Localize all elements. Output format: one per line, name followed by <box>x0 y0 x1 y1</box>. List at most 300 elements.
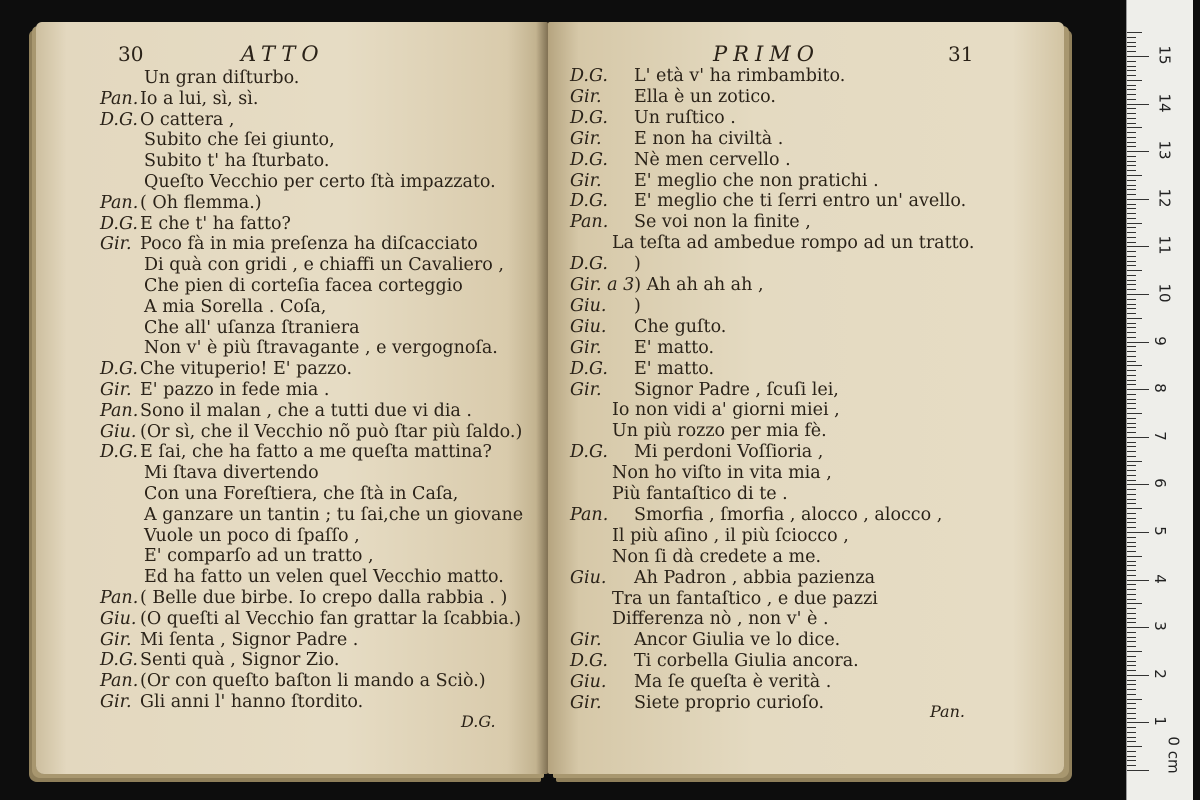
ruler-label: 9 <box>1150 335 1169 346</box>
verse-text: E' matto. <box>634 337 715 358</box>
speaker-label: Gir. <box>570 170 602 191</box>
text-line <box>144 567 504 587</box>
ruler-tick <box>1127 304 1136 305</box>
text-line <box>570 171 879 191</box>
speaker-label: D.G. <box>100 213 138 234</box>
verse-text: A ganzare un tantin ; tu ſai,che un giovane <box>144 504 524 525</box>
verse-text: Sono il malan , che a tutti due vi dia . <box>140 400 472 421</box>
text-line <box>100 692 363 712</box>
ruler-tick <box>1127 746 1142 747</box>
measuring-ruler <box>1126 0 1193 800</box>
speaker-label: D.G. <box>570 191 608 212</box>
speaker-label: Pan. <box>100 588 139 608</box>
verse-text: Queſto Vecchio per certo ſtà impazzato. <box>144 172 496 192</box>
ruler-tick <box>1127 437 1149 438</box>
text-line <box>144 318 360 338</box>
ruler-tick <box>1127 413 1142 414</box>
verse-text: Io a lui, sì, sì. <box>140 88 259 109</box>
speaker-label: D.G. <box>570 442 608 463</box>
text-line <box>612 547 821 567</box>
ruler-tick <box>1127 489 1136 490</box>
verse-text: Che vituperio! E' pazzo. <box>140 359 353 380</box>
text-line <box>144 546 374 566</box>
ruler-tick <box>1127 218 1136 219</box>
text-line <box>100 609 521 629</box>
verse-text: Mi ſtava divertendo <box>144 463 319 484</box>
text-line <box>100 380 329 400</box>
text-line <box>570 150 791 170</box>
ruler-tick <box>1127 637 1136 638</box>
ruler-tick <box>1127 546 1136 547</box>
text-line <box>100 630 358 650</box>
ruler-tick <box>1127 684 1136 685</box>
verse-text: Che pien di corteſia facea corteggio <box>144 276 463 296</box>
verse-text: Poco fà in mia preſenza ha diſcacciato <box>140 234 478 255</box>
verse-text: E' comparſo ad un tratto , <box>144 546 374 567</box>
text-line <box>144 505 523 525</box>
speaker-label: D.G. <box>570 66 608 86</box>
text-line <box>144 484 458 504</box>
ruler-tick <box>1127 232 1136 233</box>
ruler-tick <box>1127 632 1136 633</box>
ruler-tick <box>1127 346 1136 347</box>
ruler-tick <box>1127 408 1136 409</box>
text-line <box>100 671 486 691</box>
verse-text: Smorfia , ſmorfia , alocco , alocco , <box>634 504 943 525</box>
ruler-tick <box>1127 503 1136 504</box>
ruler-tick <box>1127 75 1136 76</box>
speaker-label: Pan. <box>100 671 139 692</box>
speaker-label: Gir. <box>570 86 602 107</box>
verse-text: Ed ha fatto un velen quel Vecchio matto. <box>144 567 504 588</box>
verse-text: Gli anni l' hanno ſtordito. <box>140 692 364 712</box>
ruler-tick <box>1127 403 1136 404</box>
ruler-tick <box>1127 242 1136 243</box>
text-line <box>100 214 291 234</box>
ruler-tick <box>1127 575 1136 576</box>
verse-text: Un ruſtico . <box>634 107 736 128</box>
ruler-tick <box>1127 627 1149 628</box>
ruler-tick <box>1127 737 1136 738</box>
verse-text: ) <box>634 254 641 275</box>
ruler-tick <box>1127 132 1136 133</box>
ruler-tick <box>1127 108 1136 109</box>
ruler-tick <box>1127 470 1136 471</box>
text-line <box>570 442 823 462</box>
ruler-tick <box>1127 118 1136 119</box>
speaker-label: Giu. <box>570 567 607 588</box>
verse-text: Non ho viſto in vita mia , <box>612 463 832 484</box>
ruler-tick <box>1127 104 1149 105</box>
ruler-tick <box>1127 66 1136 67</box>
speaker-label: D.G. <box>570 149 608 170</box>
ruler-tick <box>1127 308 1136 309</box>
ruler-tick <box>1127 699 1142 700</box>
ruler-tick <box>1127 465 1136 466</box>
ruler-tick <box>1127 661 1136 662</box>
ruler-tick <box>1127 594 1136 595</box>
speaker-label: D.G. <box>100 650 138 671</box>
ruler-tick <box>1127 722 1149 723</box>
verse-text: L' età v' ha rimbambito. <box>634 66 846 86</box>
text-line <box>570 359 714 379</box>
verse-text: ( Oh flemma.) <box>140 192 262 213</box>
speaker-label: Gir. <box>570 630 602 651</box>
ruler-tick <box>1127 427 1136 428</box>
text-line <box>570 651 859 671</box>
ruler-tick <box>1127 703 1136 704</box>
ruler-tick <box>1127 570 1136 571</box>
verse-text: A mia Sorella . Coſa, <box>144 296 327 317</box>
verse-text: Un gran diſturbo. <box>144 68 300 88</box>
speaker-label: Pan. <box>100 400 139 421</box>
left-page-number: 30 <box>118 42 144 66</box>
verse-text: Il più aſino , il più ſciocco , <box>612 525 849 546</box>
speaker-label: Gir. <box>570 379 602 400</box>
text-line <box>570 212 811 232</box>
verse-text: (Or con queſto baſton li mando a Sciò.) <box>140 671 486 692</box>
ruler-tick <box>1127 394 1136 395</box>
speaker-label: Gir. <box>100 692 132 712</box>
text-line <box>100 650 339 670</box>
right-running-header: PRIMO <box>713 42 820 66</box>
ruler-tick <box>1127 603 1142 604</box>
right-catchword: Pan. <box>930 702 965 721</box>
ruler-tick <box>1127 484 1149 485</box>
ruler-tick <box>1127 518 1136 519</box>
ruler-tick <box>1127 175 1142 176</box>
verse-text: Subito t' ha ſturbato. <box>144 151 330 172</box>
ruler-tick <box>1127 142 1136 143</box>
ruler-tick <box>1127 270 1142 271</box>
ruler-tick <box>1127 494 1136 495</box>
ruler-label: 0 cm <box>1164 736 1183 774</box>
verse-text: ) <box>634 295 641 316</box>
ruler-tick <box>1127 765 1136 766</box>
ruler-tick <box>1127 80 1142 81</box>
ruler-tick <box>1127 480 1136 481</box>
verse-text: E ſai, che ha fatto a me queſta mattina? <box>140 442 492 463</box>
text-line <box>570 505 942 525</box>
ruler-tick <box>1127 713 1136 714</box>
ruler-tick <box>1127 442 1136 443</box>
ruler-tick <box>1127 599 1136 600</box>
verse-text: Siete proprio curioſo. <box>634 693 825 713</box>
ruler-tick <box>1127 708 1136 709</box>
ruler-tick <box>1127 32 1142 33</box>
ruler-tick <box>1127 727 1136 728</box>
verse-text: Di quà con gridi , e chiaffi un Cavaliero , <box>144 255 504 276</box>
speaker-label: Pan. <box>100 88 139 109</box>
verse-text: O cattera , <box>140 109 235 130</box>
ruler-tick <box>1127 456 1136 457</box>
verse-text: E non ha civiltà . <box>634 128 784 149</box>
ruler-tick <box>1127 246 1149 247</box>
ruler-tick <box>1127 380 1136 381</box>
text-line <box>144 276 463 296</box>
verse-text: E' pazzo in fede mia . <box>140 380 330 400</box>
speaker-label: Gir. <box>100 629 132 650</box>
verse-text: La teſta ad ambedue rompo ad un tratto. <box>612 233 975 254</box>
text-line <box>144 172 496 192</box>
ruler-tick <box>1127 189 1136 190</box>
ruler-tick <box>1127 584 1136 585</box>
ruler-tick <box>1127 170 1136 171</box>
ruler-tick <box>1127 351 1136 352</box>
ruler-tick <box>1127 51 1136 52</box>
ruler-tick <box>1127 375 1136 376</box>
ruler-tick <box>1127 299 1136 300</box>
ruler-tick <box>1127 284 1136 285</box>
ruler-tick <box>1127 670 1136 671</box>
ruler-tick <box>1127 332 1136 333</box>
verse-text: Con una Foreſtiera, che ſtà in Caſa, <box>144 484 459 504</box>
ruler-tick <box>1127 337 1136 338</box>
ruler-label: 12 <box>1155 188 1174 208</box>
ruler-tick <box>1127 265 1136 266</box>
verse-text: Più fantaſtico di te . <box>612 484 788 504</box>
speaker-label: Giu. <box>570 316 607 337</box>
ruler-tick <box>1127 651 1142 652</box>
ruler-tick <box>1127 680 1136 681</box>
ruler-tick <box>1127 280 1136 281</box>
ruler-tick <box>1127 508 1142 509</box>
speaker-label: Gir. <box>570 128 602 149</box>
ruler-tick <box>1127 751 1136 752</box>
verse-text: Ma ſe queſta è verità . <box>634 672 832 693</box>
ruler-tick <box>1127 384 1136 385</box>
ruler-tick <box>1127 551 1136 552</box>
speaker-label: D.G. <box>570 107 608 128</box>
verse-text: Non v' è più ſtravagante , e vergognoſa. <box>144 338 498 359</box>
speaker-label: Gir. a 3 <box>570 275 635 295</box>
ruler-tick <box>1127 165 1136 166</box>
verse-text: (Or sì, che il Vecchio nõ può ſtar più ſaldo.) <box>140 421 523 442</box>
ruler-tick <box>1127 251 1136 252</box>
ruler-tick <box>1127 370 1136 371</box>
verse-text: Vuole un poco di ſpaſſo , <box>144 525 360 546</box>
text-line <box>612 526 849 546</box>
ruler-tick <box>1127 446 1136 447</box>
speaker-label: Gir. <box>100 234 132 255</box>
ruler-tick <box>1127 256 1136 257</box>
ruler-label: 7 <box>1150 431 1169 441</box>
ruler-tick <box>1127 389 1149 390</box>
text-line <box>570 129 783 149</box>
text-line <box>570 254 641 274</box>
verse-text: Nè men cervello . <box>634 149 791 170</box>
speaker-label: Pan. <box>570 504 609 525</box>
ruler-label: 15 <box>1155 45 1174 65</box>
ruler-label: 6 <box>1150 478 1169 489</box>
ruler-tick <box>1127 327 1136 328</box>
text-line <box>612 484 788 504</box>
verse-text: Un più rozzo per mia fè. <box>612 421 827 442</box>
ruler-tick <box>1127 137 1136 138</box>
text-line <box>144 68 299 88</box>
text-line <box>570 693 824 713</box>
ruler-tick <box>1127 542 1136 543</box>
ruler-tick <box>1127 399 1136 400</box>
verse-text: Non ſi dà credete a me. <box>612 546 822 567</box>
verse-text: (O queſti al Vecchio fan grattar la ſcabbia.) <box>140 608 522 629</box>
verse-text: Mi perdoni Voſſioria , <box>634 442 824 463</box>
text-line <box>144 338 498 358</box>
text-line <box>570 191 966 211</box>
ruler-tick <box>1127 656 1136 657</box>
ruler-label: 1 <box>1150 716 1169 727</box>
ruler-tick <box>1127 237 1136 238</box>
text-line <box>612 421 827 441</box>
ruler-tick <box>1127 361 1136 362</box>
speaker-label: D.G. <box>570 651 608 672</box>
ruler-tick <box>1127 289 1136 290</box>
ruler-label: 2 <box>1150 669 1169 679</box>
verse-text: Che all' uſanza ſtraniera <box>144 317 360 338</box>
ruler-tick <box>1127 156 1136 157</box>
ruler-tick <box>1127 85 1136 86</box>
ruler-tick <box>1127 356 1136 357</box>
verse-text: E' meglio che ti ſerri entro un' avello. <box>634 191 967 212</box>
ruler-tick <box>1127 613 1136 614</box>
text-line <box>612 463 832 483</box>
ruler-tick <box>1127 185 1136 186</box>
text-line <box>144 463 319 483</box>
ruler-tick <box>1127 194 1136 195</box>
speaker-label: Pan. <box>100 192 139 213</box>
ruler-tick <box>1127 94 1136 95</box>
text-line <box>612 400 840 420</box>
ruler-tick <box>1127 675 1149 676</box>
ruler-tick <box>1127 461 1142 462</box>
speaker-label: Giu. <box>570 295 607 316</box>
speaker-label: Gir. <box>570 337 602 358</box>
text-line <box>570 275 764 295</box>
speaker-label: D.G. <box>100 109 138 130</box>
ruler-tick <box>1127 561 1136 562</box>
ruler-tick <box>1127 689 1136 690</box>
ruler-tick <box>1127 641 1136 642</box>
ruler-tick <box>1127 622 1136 623</box>
text-line <box>144 526 360 546</box>
text-line <box>144 255 504 275</box>
ruler-tick <box>1127 451 1136 452</box>
text-line <box>612 609 829 629</box>
ruler-tick <box>1127 313 1136 314</box>
text-line <box>100 89 258 109</box>
ruler-tick <box>1127 318 1142 319</box>
ruler-tick <box>1127 608 1136 609</box>
ruler-label: 8 <box>1150 383 1169 393</box>
ruler-tick <box>1127 537 1136 538</box>
ruler-tick <box>1127 113 1136 114</box>
verse-text: Ti corbella Giulia ancora. <box>634 651 859 672</box>
speaker-label: D.G. <box>100 359 138 380</box>
verse-text: Senti quà , Signor Zio. <box>140 650 340 671</box>
speaker-label: Giu. <box>570 672 607 693</box>
ruler-tick <box>1127 513 1136 514</box>
ruler-tick <box>1127 665 1136 666</box>
verse-text: Differenza nò , non v' è . <box>612 609 829 630</box>
text-line <box>570 108 736 128</box>
speaker-label: Giu. <box>100 421 137 442</box>
text-line <box>570 317 726 337</box>
ruler-tick <box>1127 294 1149 295</box>
ruler-tick <box>1127 127 1142 128</box>
verse-text: Che guſto. <box>634 316 727 337</box>
text-line <box>570 66 845 86</box>
ruler-tick <box>1127 213 1136 214</box>
left-page <box>36 22 548 774</box>
ruler-tick <box>1127 589 1136 590</box>
text-line <box>100 442 492 462</box>
ruler-tick <box>1127 99 1136 100</box>
ruler-label: 3 <box>1150 621 1169 631</box>
ruler-tick <box>1127 741 1136 742</box>
verse-text: E che t' ha fatto? <box>140 213 291 234</box>
ruler-tick <box>1127 432 1136 433</box>
ruler-tick <box>1127 565 1136 566</box>
speaker-label: Gir. <box>100 380 132 400</box>
left-running-header: ATTO <box>241 42 325 66</box>
text-line <box>100 401 472 421</box>
ruler-tick <box>1127 261 1136 262</box>
speaker-label: Gir. <box>570 693 602 713</box>
speaker-label: Pan. <box>570 212 609 233</box>
ruler-tick <box>1127 475 1136 476</box>
text-line <box>570 338 714 358</box>
text-line <box>100 193 262 213</box>
verse-text: Tra un fantaſtico , e due pazzi <box>612 588 878 609</box>
ruler-tick <box>1127 527 1136 528</box>
text-line <box>612 589 878 609</box>
verse-text: ) Ah ah ah ah , <box>634 275 764 295</box>
right-page-number: 31 <box>948 42 974 66</box>
ruler-label: 14 <box>1155 93 1174 113</box>
ruler-tick <box>1127 37 1136 38</box>
ruler-tick <box>1127 123 1136 124</box>
text-line <box>100 234 478 254</box>
ruler-label: 13 <box>1155 140 1174 160</box>
text-line <box>570 630 840 650</box>
ruler-tick <box>1127 618 1136 619</box>
verse-text: Ah Padron , abbia pazienza <box>634 567 876 588</box>
text-line <box>570 672 831 692</box>
ruler-tick <box>1127 208 1136 209</box>
speaker-label: D.G. <box>570 254 608 275</box>
ruler-tick <box>1127 556 1142 557</box>
ruler-tick <box>1127 694 1136 695</box>
ruler-tick <box>1127 70 1136 71</box>
ruler-tick <box>1127 342 1149 343</box>
ruler-tick <box>1127 42 1136 43</box>
ruler-tick <box>1127 532 1149 533</box>
ruler-tick <box>1127 204 1136 205</box>
ruler-label: 10 <box>1155 283 1174 303</box>
text-line <box>100 110 235 130</box>
ruler-tick <box>1127 732 1136 733</box>
ruler-tick <box>1127 180 1136 181</box>
ruler-tick <box>1127 151 1149 152</box>
ruler-label: 11 <box>1155 235 1174 255</box>
ruler-tick <box>1127 275 1136 276</box>
ruler-tick <box>1127 770 1149 771</box>
speaker-label: D.G. <box>570 358 608 379</box>
text-line <box>100 359 352 379</box>
ruler-tick <box>1127 146 1136 147</box>
verse-text: Signor Padre , ſcuſi lei, <box>634 379 839 400</box>
ruler-label: 5 <box>1150 526 1169 536</box>
